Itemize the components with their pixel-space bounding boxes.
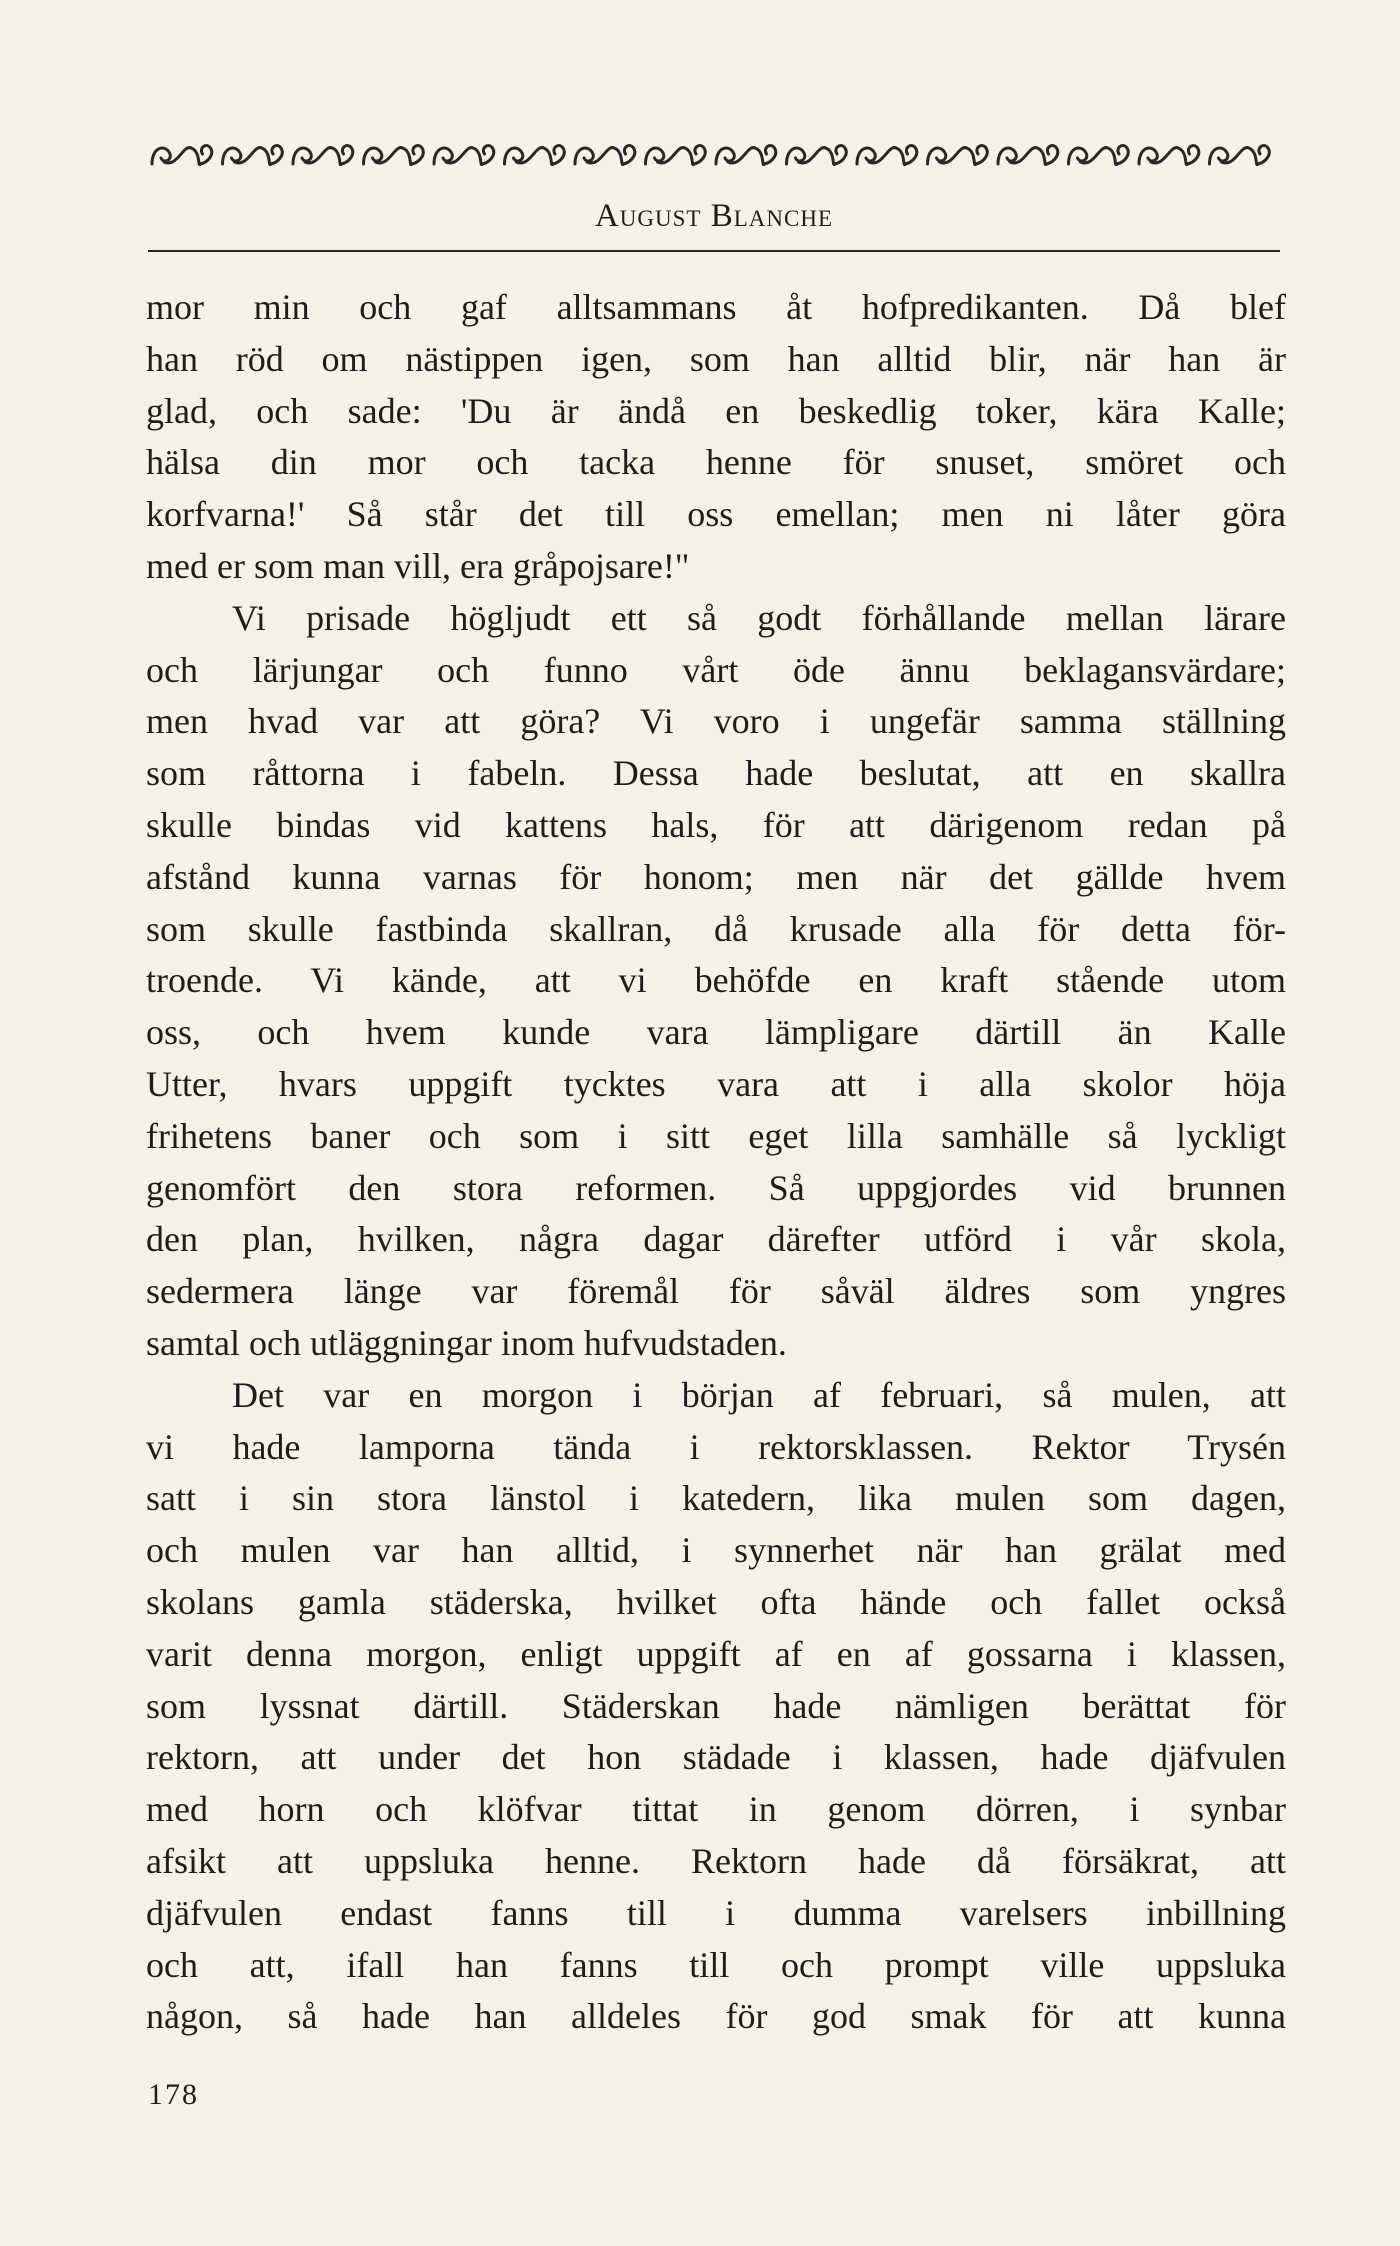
ornament-scroll — [1139, 146, 1199, 165]
text-line: troende. Vi kände, att vi behöfde en kraft stående utom — [146, 960, 1286, 1001]
ornament-scroll — [1210, 146, 1270, 165]
ornament-scroll — [998, 146, 1058, 165]
text-line: afsikt att uppsluka henne. Rektorn hade då försäkrat, att — [146, 1840, 1286, 1881]
text-line: glad, och sade: 'Du är ändå en beskedlig toker, kära Kalle; — [146, 390, 1286, 431]
text-line: någon, så hade han alldeles för god smak för att kunna — [146, 1996, 1286, 2037]
text-line: men hvad var att göra? Vi voro i ungefär samma ställning — [146, 701, 1286, 742]
ornament-scroll — [505, 146, 565, 165]
text-line: skulle bindas vid kattens hals, för att därigenom redan på — [146, 804, 1286, 845]
ornament-scroll — [928, 146, 988, 165]
text-line: mor min och gaf alltsammans åt hofpredikanten. Då blef — [146, 287, 1286, 327]
text-line: skolans gamla städerska, hvilket ofta hände och fallet också — [146, 1581, 1286, 1622]
ornament-scroll — [646, 146, 706, 165]
text-line: och att, ifall han fanns till och prompt ville uppsluka — [146, 1944, 1286, 1985]
page-number: 178 — [148, 2078, 199, 2111]
text-line: som lyssnat därtill. Städerskan hade nämligen berättat för — [146, 1685, 1286, 1726]
text-line: med er som man vill, era gråpojsare!" — [146, 545, 690, 586]
text-line: och lärjungar och funno vårt öde ännu beklagansvärdare; — [146, 649, 1286, 690]
ornament-scroll — [1069, 146, 1129, 165]
text-line: sedermera länge var föremål för såväl äldres som yngres — [146, 1271, 1286, 1312]
text-line: vi hade lamporna tända i rektorsklassen. Rektor Trysén — [146, 1426, 1286, 1467]
ornament-scroll — [364, 146, 424, 165]
text-line: frihetens baner och som i sitt eget lilla samhälle så lyckligt — [146, 1115, 1286, 1156]
text-line: varit denna morgon, enligt uppgift af en af gossarna i klassen, — [146, 1633, 1286, 1674]
text-line: Utter, hvars uppgift tycktes vara att i alla skolor höja — [146, 1063, 1286, 1104]
text-line: satt i sin stora länstol i katedern, lika mulen som dagen, — [146, 1478, 1286, 1519]
ornament-scroll — [857, 146, 917, 165]
text-line: korfvarna!' Så står det till oss emellan; men ni låter göra — [146, 494, 1286, 535]
text-line: genomfört den stora reformen. Så uppgjordes vid brunnen — [146, 1167, 1286, 1208]
text-line: oss, och hvem kunde vara lämpligare därtill än Kalle — [146, 1012, 1286, 1053]
text-line: djäfvulen endast fanns till i dumma varelsers inbillning — [146, 1892, 1286, 1933]
ornament-scroll — [434, 146, 494, 165]
text-line: och mulen var han alltid, i synnerhet när han grälat med — [146, 1530, 1286, 1571]
body-text — [146, 282, 1286, 2043]
text-line: afstånd kunna varnas för honom; men när det gällde hvem — [146, 856, 1286, 897]
text-line: hälsa din mor och tacka henne för snuset, smöret och — [146, 442, 1286, 483]
header-rule — [148, 250, 1280, 252]
text-line: som råttorna i fabeln. Dessa hade beslutat, att en skallra — [146, 753, 1286, 794]
scroll-wave-ornament-icon — [148, 138, 1276, 174]
ornament-scroll — [787, 146, 847, 165]
text-line: rektorn, att under det hon städade i klassen, hade djäfvulen — [146, 1737, 1286, 1778]
running-head: August Blanche — [594, 198, 834, 234]
text-line: med horn och klöfvar tittat in genom dörren, i synbar — [146, 1789, 1286, 1830]
text-line: som skulle fastbinda skallran, då krusade alla för detta för- — [146, 908, 1286, 949]
text-line: den plan, hvilken, några dagar därefter utförd i vår skola, — [146, 1219, 1286, 1260]
text-line: Det var en morgon i början af februari, så mulen, att — [232, 1374, 1286, 1415]
ornament-scroll — [223, 146, 283, 165]
ornament-scroll — [575, 146, 635, 165]
ornament-scroll — [716, 146, 776, 165]
text-line: Vi prisade högljudt ett så godt förhållande mellan lärare — [232, 597, 1286, 638]
ornament-scroll — [293, 146, 353, 165]
ornament-scroll — [152, 146, 212, 165]
text-line: han röd om nästippen igen, som han alltid blir, när han är — [146, 338, 1286, 379]
text-line: samtal och utläggningar inom hufvudstaden. — [146, 1322, 787, 1363]
